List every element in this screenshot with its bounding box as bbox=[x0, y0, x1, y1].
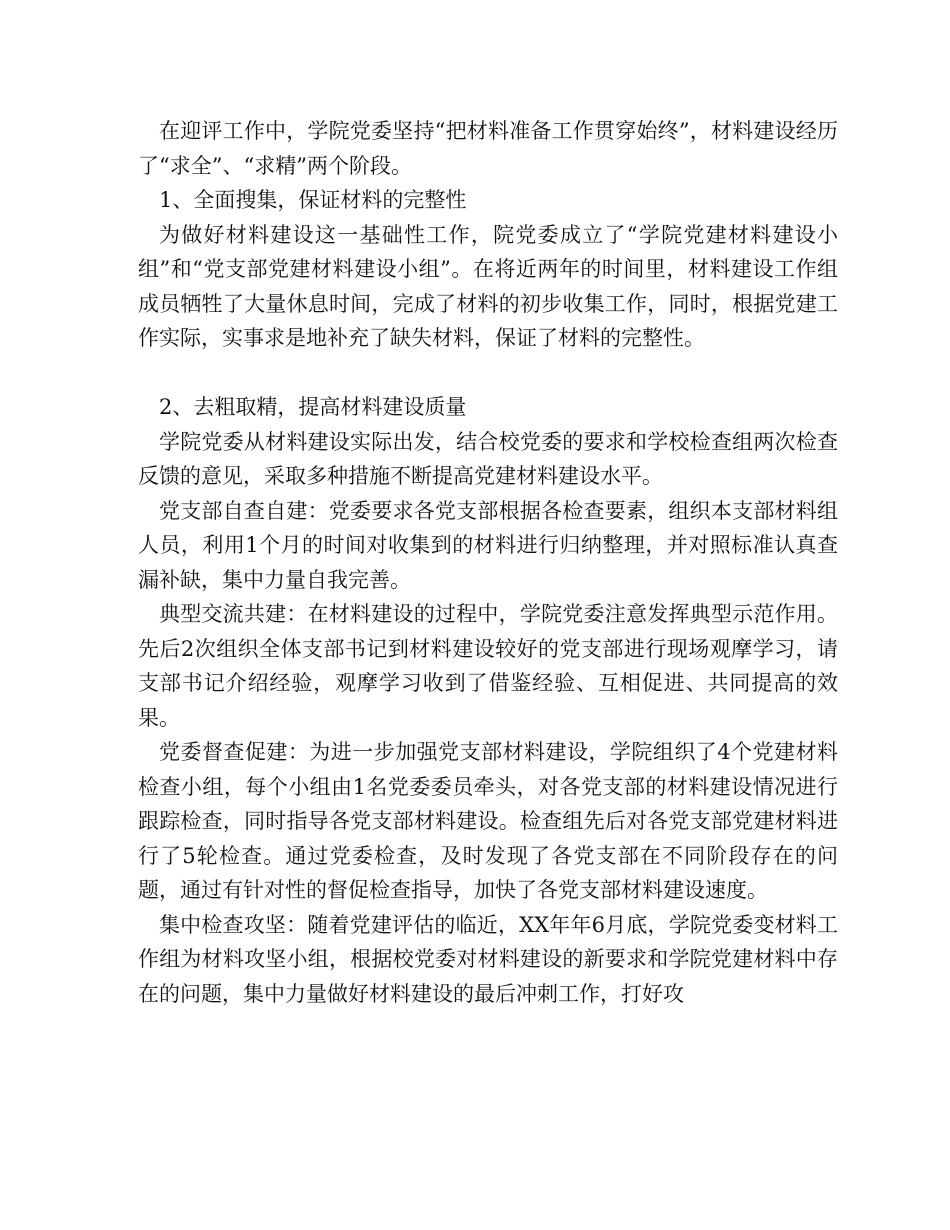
section-1-paragraph: 为做好材料建设这一基础性工作，院党委成立了“学院党建材料建设小组”和“党支部党建材料建设小组”。在将近两年的时间里，材料建设工作组成员牺牲了大量休息时间，完成了材料的初步收集工作，同时，根据党建工作实际，实事求是地补充了缺失材料，保证了材料的完整性。 bbox=[138, 222, 838, 350]
intro-paragraph: 在迎评工作中，学院党委坚持“把材料准备工作贯穿始终”，材料建设经历了“求全”、“求精”两个阶段。 bbox=[138, 119, 838, 178]
final-push-paragraph: 集中检查攻坚：随着党建评估的临近，XX年年6月底，学院党委变材料工作组为材料攻坚小组，根据校党委对材料建设的新要求和学院党建材料中存在的问题，集中力量做好材料建设的最后冲刺工作，打好攻 bbox=[138, 912, 838, 1006]
section-heading-2: 2、去粗取精，提高材料建设质量 bbox=[159, 395, 467, 419]
typical-exchange-paragraph: 典型交流共建：在材料建设的过程中，学院党委注意发挥典型示范作用。先后2次组织全体支部书记到材料建设较好的党支部进行现场观摩学习，请支部书记介绍经验，观摩学习收到了借鉴经验、互相促进、共同提高的效果。 bbox=[138, 602, 838, 730]
self-check-paragraph: 党支部自查自建：党委要求各党支部根据各检查要素，组织本支部材料组人员，利用1个月的时间对收集到的材料进行归纳整理，并对照标准认真查漏补缺，集中力量自我完善。 bbox=[138, 498, 838, 592]
document-body bbox=[138, 114, 838, 1011]
section-2-intro-paragraph: 学院党委从材料建设实际出发，结合校党委的要求和学校检查组两次检查反馈的意见，采取多种措施不断提高党建材料建设水平。 bbox=[138, 429, 838, 488]
blank-line bbox=[138, 356, 838, 391]
supervision-paragraph: 党委督查促建：为进一步加强党支部材料建设，学院组织了4个党建材料检查小组，每个小组由1名党委委员牵头，对各党支部的材料建设情况进行跟踪检查，同时指导各党支部材料建设。检查组先后对各党支部党建材料进行了5轮检查。通过党委检查，及时发现了各党支部在不同阶段存在的问题，通过有针对性的督促检查指导，加快了各党支部材料建设速度。 bbox=[138, 740, 838, 902]
section-heading-1: 1、全面搜集，保证材料的完整性 bbox=[159, 188, 467, 212]
